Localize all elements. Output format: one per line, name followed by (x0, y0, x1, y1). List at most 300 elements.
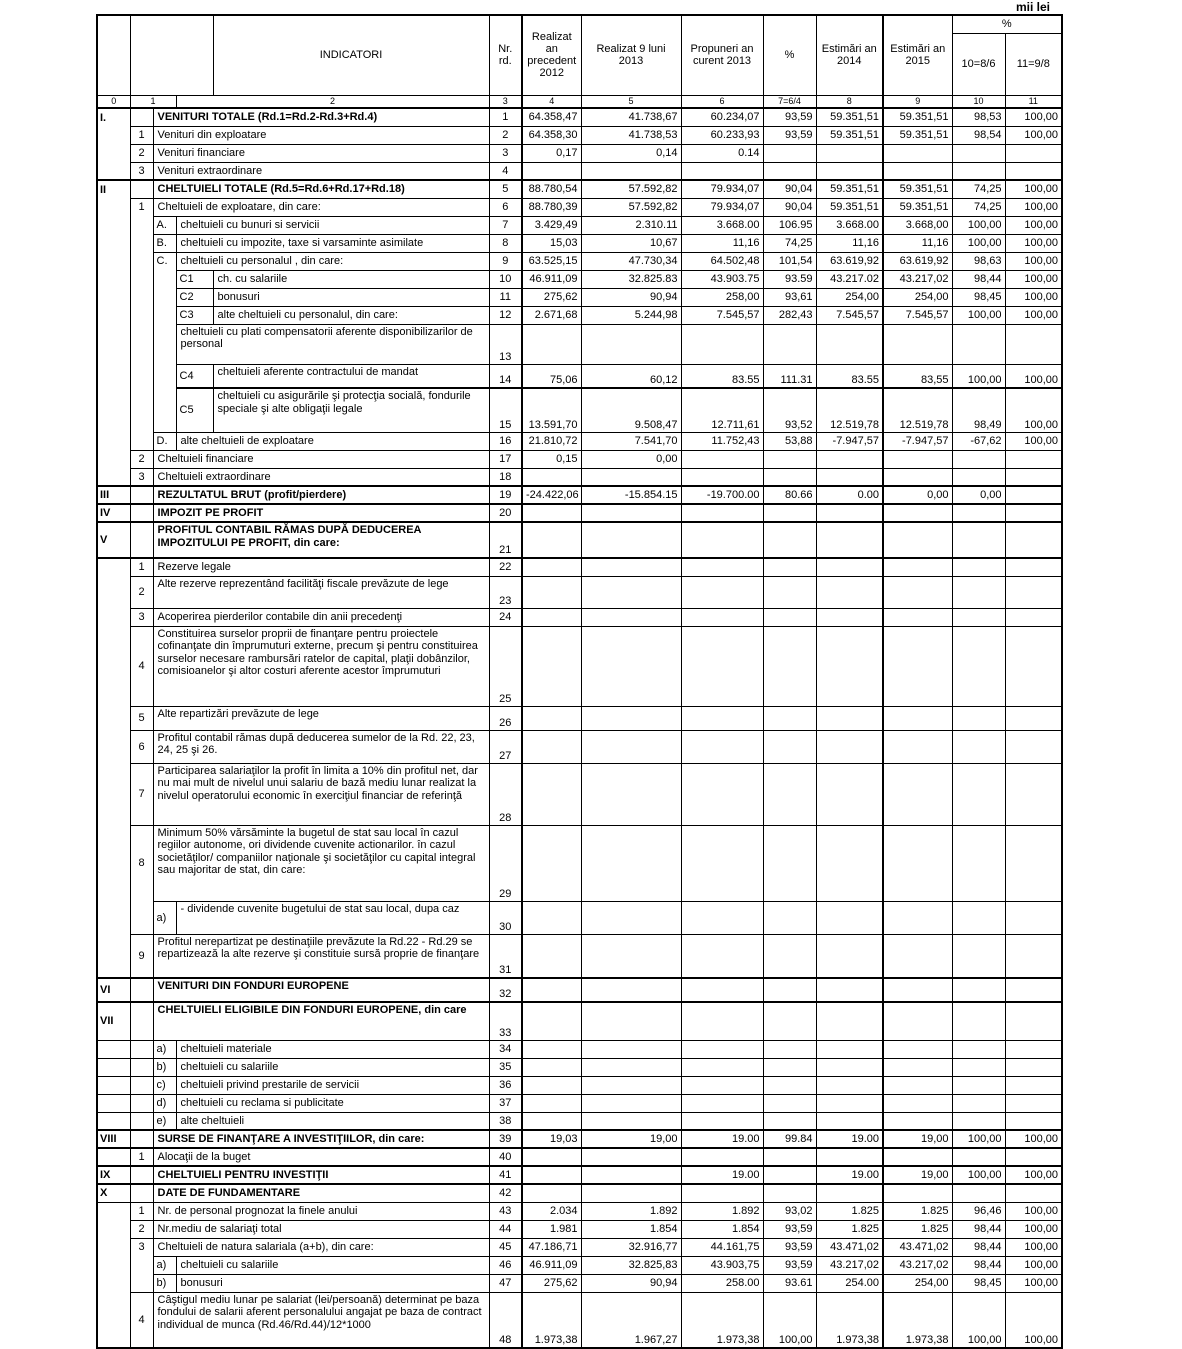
value-cell-curent-2013: 12.711,61 (681, 388, 763, 432)
value-cell-curent-2013 (681, 558, 763, 576)
value-cell-9luni-2013: 7.541,70 (581, 432, 681, 450)
value-cell-10 (952, 1112, 1005, 1130)
value-cell-pct (763, 934, 816, 978)
value-cell-2014 (816, 1076, 883, 1094)
value-cell-curent-2013 (681, 1058, 763, 1076)
value-cell-2015 (883, 934, 952, 978)
indicator-cell: Participarea salariaţilor la profit în limita a 10% din profitul net, dar nu mai mult de nivelul unui salariu de bază mediu lunar realizat la nivelul operatorului economic în exerciţiul financiar de referinţă (153, 763, 489, 825)
value-cell-10 (952, 522, 1005, 558)
value-cell-9luni-2013: 60,12 (581, 364, 681, 388)
value-cell-11 (1005, 504, 1062, 522)
roman-cell (97, 252, 130, 270)
indicator-cell: cheltuieli cu salariile (176, 1058, 489, 1076)
indicator-cell: PROFITUL CONTABIL RĂMAS DUPĂ DEDUCEREA IMPOZITULUI PE PROFIT, din care: (153, 522, 489, 558)
table-row (97, 706, 1062, 730)
value-cell-pct (763, 626, 816, 706)
value-cell-11 (1005, 730, 1062, 763)
value-cell-11 (1005, 144, 1062, 162)
num-cell: 3 (130, 608, 153, 626)
value-cell-9luni-2013: 0,14 (581, 144, 681, 162)
value-cell-2012 (522, 626, 581, 706)
value-cell-curent-2013 (681, 901, 763, 934)
roman-cell (97, 162, 130, 180)
value-cell-2015: 19,00 (883, 1166, 952, 1184)
value-cell-curent-2013 (681, 1094, 763, 1112)
column-index-cell: 7=6/4 (763, 95, 816, 108)
nr-rd-cell: 32 (489, 978, 522, 1002)
header-col-pct: % (763, 15, 816, 95)
nr-rd-cell: 15 (489, 388, 522, 432)
value-cell-2015 (883, 144, 952, 162)
value-cell-10: 98,54 (952, 126, 1005, 144)
value-cell-10: 100,00 (952, 1166, 1005, 1184)
value-cell-2014 (816, 934, 883, 978)
value-cell-2015: 19,00 (883, 1130, 952, 1148)
value-cell-2012: 0,15 (522, 450, 581, 468)
value-cell-10: 98,53 (952, 108, 1005, 126)
value-cell-2015: 59.351,51 (883, 198, 952, 216)
value-cell-11 (1005, 1112, 1062, 1130)
nr-rd-cell: 39 (489, 1130, 522, 1148)
value-cell-9luni-2013 (581, 730, 681, 763)
value-cell-2014 (816, 558, 883, 576)
nr-rd-cell: 46 (489, 1256, 522, 1274)
num-cell (130, 216, 153, 234)
value-cell-2015: 43.471,02 (883, 1238, 952, 1256)
value-cell-pct: 74,25 (763, 234, 816, 252)
value-cell-pct (763, 1002, 816, 1040)
value-cell-11: 100,00 (1005, 126, 1062, 144)
value-cell-curent-2013 (681, 730, 763, 763)
value-cell-2015 (883, 162, 952, 180)
nr-rd-cell: 12 (489, 306, 522, 324)
value-cell-curent-2013 (681, 1148, 763, 1166)
indicator-cell: bonusuri (213, 288, 489, 306)
value-cell-2014: 0.00 (816, 486, 883, 504)
value-cell-2012 (522, 1148, 581, 1166)
value-cell-2014 (816, 504, 883, 522)
value-cell-2012: 1.973,38 (522, 1292, 581, 1348)
value-cell-curent-2013 (681, 162, 763, 180)
value-cell-10 (952, 1002, 1005, 1040)
value-cell-9luni-2013: 32.825.83 (581, 270, 681, 288)
value-cell-10: 100,00 (952, 364, 1005, 388)
value-cell-2015 (883, 1112, 952, 1130)
value-cell-curent-2013 (681, 468, 763, 486)
value-cell-11: 100,00 (1005, 1238, 1062, 1256)
value-cell-pct (763, 162, 816, 180)
value-cell-2014 (816, 730, 883, 763)
value-cell-2014: 254,00 (816, 288, 883, 306)
value-cell-2014: 19.00 (816, 1130, 883, 1148)
value-cell-9luni-2013 (581, 1166, 681, 1184)
nr-rd-cell: 10 (489, 270, 522, 288)
nr-rd-cell: 30 (489, 901, 522, 934)
value-cell-2012: 19,03 (522, 1130, 581, 1148)
value-cell-pct (763, 576, 816, 608)
value-cell-2014 (816, 1002, 883, 1040)
roman-cell (97, 1148, 130, 1166)
value-cell-10 (952, 706, 1005, 730)
value-cell-11: 100,00 (1005, 1274, 1062, 1292)
value-cell-curent-2013: 43.903.75 (681, 270, 763, 288)
value-cell-11 (1005, 1076, 1062, 1094)
letter-cell: a) (153, 1256, 176, 1274)
value-cell-9luni-2013 (581, 504, 681, 522)
value-cell-2015 (883, 468, 952, 486)
value-cell-pct (763, 1076, 816, 1094)
nr-rd-cell: 24 (489, 608, 522, 626)
value-cell-11 (1005, 1002, 1062, 1040)
value-cell-11 (1005, 522, 1062, 558)
value-cell-10: 100,00 (952, 1130, 1005, 1148)
value-cell-pct: 101,54 (763, 252, 816, 270)
value-cell-9luni-2013 (581, 825, 681, 901)
roman-cell: II (97, 180, 130, 198)
num-cell (130, 1002, 153, 1040)
num-cell: 2 (130, 450, 153, 468)
nr-rd-cell: 22 (489, 558, 522, 576)
value-cell-2012: 13.591,70 (522, 388, 581, 432)
value-cell-curent-2013: -19.700.00 (681, 486, 763, 504)
value-cell-10 (952, 1076, 1005, 1094)
roman-cell: X (97, 1184, 130, 1202)
value-cell-2015 (883, 825, 952, 901)
value-cell-pct: 93,59 (763, 1238, 816, 1256)
value-cell-11: 100,00 (1005, 1202, 1062, 1220)
roman-cell (97, 1238, 130, 1256)
nr-rd-cell: 1 (489, 108, 522, 126)
value-cell-pct (763, 1058, 816, 1076)
value-cell-2012 (522, 558, 581, 576)
value-cell-curent-2013: 19.00 (681, 1130, 763, 1148)
value-cell-2012: 15,03 (522, 234, 581, 252)
value-cell-2014: 254.00 (816, 1274, 883, 1292)
value-cell-10: 100,00 (952, 216, 1005, 234)
value-cell-2014 (816, 468, 883, 486)
value-cell-curent-2013: 64.502,48 (681, 252, 763, 270)
value-cell-2012: 275,62 (522, 288, 581, 306)
roman-cell (97, 1274, 130, 1292)
value-cell-2012 (522, 763, 581, 825)
value-cell-10: 98,45 (952, 288, 1005, 306)
value-cell-curent-2013 (681, 324, 763, 364)
value-cell-2015: 7.545,57 (883, 306, 952, 324)
value-cell-9luni-2013: 90,94 (581, 1274, 681, 1292)
num-cell: 1 (130, 198, 153, 216)
letter-cell: C3 (176, 306, 213, 324)
value-cell-9luni-2013 (581, 1184, 681, 1202)
nr-rd-cell: 17 (489, 450, 522, 468)
value-cell-11 (1005, 825, 1062, 901)
num-cell (130, 522, 153, 558)
value-cell-11: 100,00 (1005, 1292, 1062, 1348)
table-row (97, 324, 1062, 364)
indicator-cell: Cheltuieli extraordinare (153, 468, 489, 486)
num-cell (130, 1076, 153, 1094)
roman-cell (97, 934, 130, 978)
indicator-cell: cheltuieli materiale (176, 1040, 489, 1058)
value-cell-10: 98,44 (952, 270, 1005, 288)
roman-cell (97, 198, 130, 216)
value-cell-11: 100,00 (1005, 252, 1062, 270)
value-cell-pct (763, 1184, 816, 1202)
nr-rd-cell: 11 (489, 288, 522, 306)
indicator-cell: CHELTUIELI ELIGIBILE DIN FONDURI EUROPENE, din care (153, 1002, 489, 1040)
table-row (97, 558, 1062, 576)
value-cell-11: 100,00 (1005, 432, 1062, 450)
value-cell-2015 (883, 978, 952, 1002)
value-cell-10 (952, 1040, 1005, 1058)
value-cell-2015 (883, 1002, 952, 1040)
num-cell (130, 270, 153, 288)
num-cell: 9 (130, 934, 153, 978)
value-cell-2015: 59.351,51 (883, 180, 952, 198)
nr-rd-cell: 14 (489, 364, 522, 388)
letter-cell: D. (153, 432, 176, 450)
roman-cell (97, 1058, 130, 1076)
value-cell-11: 100,00 (1005, 234, 1062, 252)
value-cell-10: 100,00 (952, 234, 1005, 252)
table-row (97, 364, 1062, 388)
value-cell-11: 100,00 (1005, 388, 1062, 432)
value-cell-pct (763, 504, 816, 522)
letter-cell: C2 (176, 288, 213, 306)
letter-cell: C4 (176, 364, 213, 388)
num-cell (130, 1274, 153, 1292)
value-cell-2014 (816, 608, 883, 626)
num-cell (130, 1094, 153, 1112)
nr-rd-cell: 36 (489, 1076, 522, 1094)
value-cell-curent-2013 (681, 608, 763, 626)
indicator-cell: VENITURI DIN FONDURI EUROPENE (153, 978, 489, 1002)
value-cell-curent-2013: 258,00 (681, 288, 763, 306)
roman-cell (97, 1202, 130, 1220)
value-cell-2012: 275,62 (522, 1274, 581, 1292)
value-cell-curent-2013 (681, 978, 763, 1002)
table-row (97, 432, 1062, 450)
table-row (97, 1040, 1062, 1058)
indicator-cell: cheltuieli cu salariile (176, 1256, 489, 1274)
nr-rd-cell: 40 (489, 1148, 522, 1166)
value-cell-11 (1005, 558, 1062, 576)
value-cell-2014 (816, 1094, 883, 1112)
value-cell-10 (952, 162, 1005, 180)
value-cell-2014: 59.351,51 (816, 180, 883, 198)
value-cell-curent-2013: 19.00 (681, 1166, 763, 1184)
roman-cell (97, 364, 130, 388)
nr-rd-cell: 8 (489, 234, 522, 252)
value-cell-2015 (883, 730, 952, 763)
value-cell-2014 (816, 626, 883, 706)
value-cell-2015 (883, 1058, 952, 1076)
nr-rd-cell: 37 (489, 1094, 522, 1112)
value-cell-curent-2013 (681, 504, 763, 522)
num-cell: 1 (130, 126, 153, 144)
value-cell-10: 96,46 (952, 1202, 1005, 1220)
num-cell: 3 (130, 162, 153, 180)
value-cell-pct: 93.59 (763, 270, 816, 288)
roman-cell (97, 558, 130, 576)
roman-cell (97, 1112, 130, 1130)
value-cell-9luni-2013: 32.916,77 (581, 1238, 681, 1256)
value-cell-2014: 11,16 (816, 234, 883, 252)
value-cell-9luni-2013: 32.825,83 (581, 1256, 681, 1274)
value-cell-10: 0,00 (952, 486, 1005, 504)
indicator-cell: Cheltuieli de exploatare, din care: (153, 198, 489, 216)
value-cell-9luni-2013: 1.892 (581, 1202, 681, 1220)
value-cell-9luni-2013 (581, 576, 681, 608)
table-row (97, 1184, 1062, 1202)
table-row (97, 1058, 1062, 1076)
header-col-10: 10=8/6 (952, 33, 1005, 95)
indicator-cell: VENITURI TOTALE (Rd.1=Rd.2-Rd.3+Rd.4) (153, 108, 489, 126)
nr-rd-cell: 13 (489, 324, 522, 364)
header-pct-group: % (952, 15, 1062, 33)
nr-rd-cell: 25 (489, 626, 522, 706)
value-cell-10 (952, 730, 1005, 763)
value-cell-2015 (883, 576, 952, 608)
value-cell-2012 (522, 608, 581, 626)
value-cell-10: -67,62 (952, 432, 1005, 450)
letter-cell: a) (153, 1040, 176, 1058)
table-row (97, 388, 1062, 432)
value-cell-10 (952, 144, 1005, 162)
num-cell (130, 504, 153, 522)
value-cell-9luni-2013 (581, 1058, 681, 1076)
roman-cell: VII (97, 1002, 130, 1040)
value-cell-2012 (522, 1094, 581, 1112)
value-cell-pct: 93.61 (763, 1274, 816, 1292)
table-row (97, 1112, 1062, 1130)
nr-rd-cell: 27 (489, 730, 522, 763)
value-cell-10: 74,25 (952, 198, 1005, 216)
roman-cell: VIII (97, 1130, 130, 1148)
nr-rd-cell: 28 (489, 763, 522, 825)
indicator-cell: Venituri financiare (153, 144, 489, 162)
value-cell-11: 100,00 (1005, 1220, 1062, 1238)
value-cell-2012 (522, 1058, 581, 1076)
value-cell-2014 (816, 1184, 883, 1202)
value-cell-curent-2013 (681, 934, 763, 978)
value-cell-2014 (816, 324, 883, 364)
header-col-curent-2013: Propuneri an curent 2013 (681, 15, 763, 95)
value-cell-2012: 46.911,09 (522, 1256, 581, 1274)
num-cell: 6 (130, 730, 153, 763)
nr-rd-cell: 18 (489, 468, 522, 486)
num-cell (130, 432, 153, 450)
value-cell-2014: 19.00 (816, 1166, 883, 1184)
value-cell-2015: 59.351,51 (883, 108, 952, 126)
table-row (97, 901, 1062, 934)
value-cell-2015: 63.619,92 (883, 252, 952, 270)
table-row (97, 126, 1062, 144)
value-cell-2014: 59.351,51 (816, 108, 883, 126)
value-cell-10 (952, 1148, 1005, 1166)
letter-cell: d) (153, 1094, 176, 1112)
table-row (97, 626, 1062, 706)
nr-rd-cell: 43 (489, 1202, 522, 1220)
value-cell-2012 (522, 825, 581, 901)
roman-cell (97, 825, 130, 901)
nr-rd-cell: 44 (489, 1220, 522, 1238)
table-row (97, 144, 1062, 162)
value-cell-curent-2013: 43.903,75 (681, 1256, 763, 1274)
value-cell-11 (1005, 1184, 1062, 1202)
value-cell-curent-2013: 1.854 (681, 1220, 763, 1238)
value-cell-2014 (816, 1112, 883, 1130)
value-cell-curent-2013: 0.14 (681, 144, 763, 162)
value-cell-2014 (816, 576, 883, 608)
value-cell-2012 (522, 1112, 581, 1130)
letter-spacer-cell (153, 364, 176, 388)
value-cell-2014: -7.947,57 (816, 432, 883, 450)
num-cell (130, 1256, 153, 1274)
value-cell-curent-2013 (681, 522, 763, 558)
num-cell: 7 (130, 763, 153, 825)
indicator-cell: REZULTATUL BRUT (profit/pierdere) (153, 486, 489, 504)
value-cell-2015: 59.351,51 (883, 126, 952, 144)
indicator-cell: IMPOZIT PE PROFIT (153, 504, 489, 522)
value-cell-10: 98,63 (952, 252, 1005, 270)
nr-rd-cell: 35 (489, 1058, 522, 1076)
value-cell-11 (1005, 626, 1062, 706)
indicator-cell: Venituri extraordinare (153, 162, 489, 180)
value-cell-2015: 1.973,38 (883, 1292, 952, 1348)
table-row (97, 198, 1062, 216)
value-cell-pct: 93,59 (763, 1220, 816, 1238)
table-row (97, 180, 1062, 198)
letter-cell: b) (153, 1274, 176, 1292)
value-cell-2015 (883, 1076, 952, 1094)
value-cell-11: 100,00 (1005, 270, 1062, 288)
header-nr-rd: Nr. rd. (489, 15, 522, 95)
value-cell-9luni-2013: 90,94 (581, 288, 681, 306)
column-index-cell: 9 (883, 95, 952, 108)
value-cell-2015: 12.519,78 (883, 388, 952, 432)
value-cell-2012: 64.358,47 (522, 108, 581, 126)
roman-cell (97, 144, 130, 162)
table-row (97, 763, 1062, 825)
value-cell-10: 100,00 (952, 306, 1005, 324)
letter-spacer-cell (153, 306, 176, 324)
value-cell-11 (1005, 978, 1062, 1002)
indicator-cell: CHELTUIELI PENTRU INVESTIŢII (153, 1166, 489, 1184)
nr-rd-cell: 45 (489, 1238, 522, 1256)
value-cell-2012 (522, 522, 581, 558)
value-cell-2014: 59.351,51 (816, 198, 883, 216)
num-cell: 2 (130, 1220, 153, 1238)
nr-rd-cell: 48 (489, 1292, 522, 1348)
value-cell-pct: 93,52 (763, 388, 816, 432)
value-cell-9luni-2013 (581, 522, 681, 558)
header-col-2014: Estimări an 2014 (816, 15, 883, 95)
value-cell-9luni-2013 (581, 1094, 681, 1112)
value-cell-curent-2013: 3.668.00 (681, 216, 763, 234)
value-cell-curent-2013: 44.161,75 (681, 1238, 763, 1256)
value-cell-2012 (522, 730, 581, 763)
value-cell-10 (952, 1058, 1005, 1076)
num-cell: 1 (130, 558, 153, 576)
value-cell-9luni-2013: 19,00 (581, 1130, 681, 1148)
value-cell-2014 (816, 978, 883, 1002)
value-cell-2015 (883, 450, 952, 468)
value-cell-9luni-2013 (581, 978, 681, 1002)
value-cell-9luni-2013: 1.854 (581, 1220, 681, 1238)
value-cell-pct: 80.66 (763, 486, 816, 504)
indicator-cell: Profitul contabil rămas după deducerea sumelor de la Rd. 22, 23, 24, 25 şi 26. (153, 730, 489, 763)
column-index-cell: 2 (176, 95, 489, 108)
